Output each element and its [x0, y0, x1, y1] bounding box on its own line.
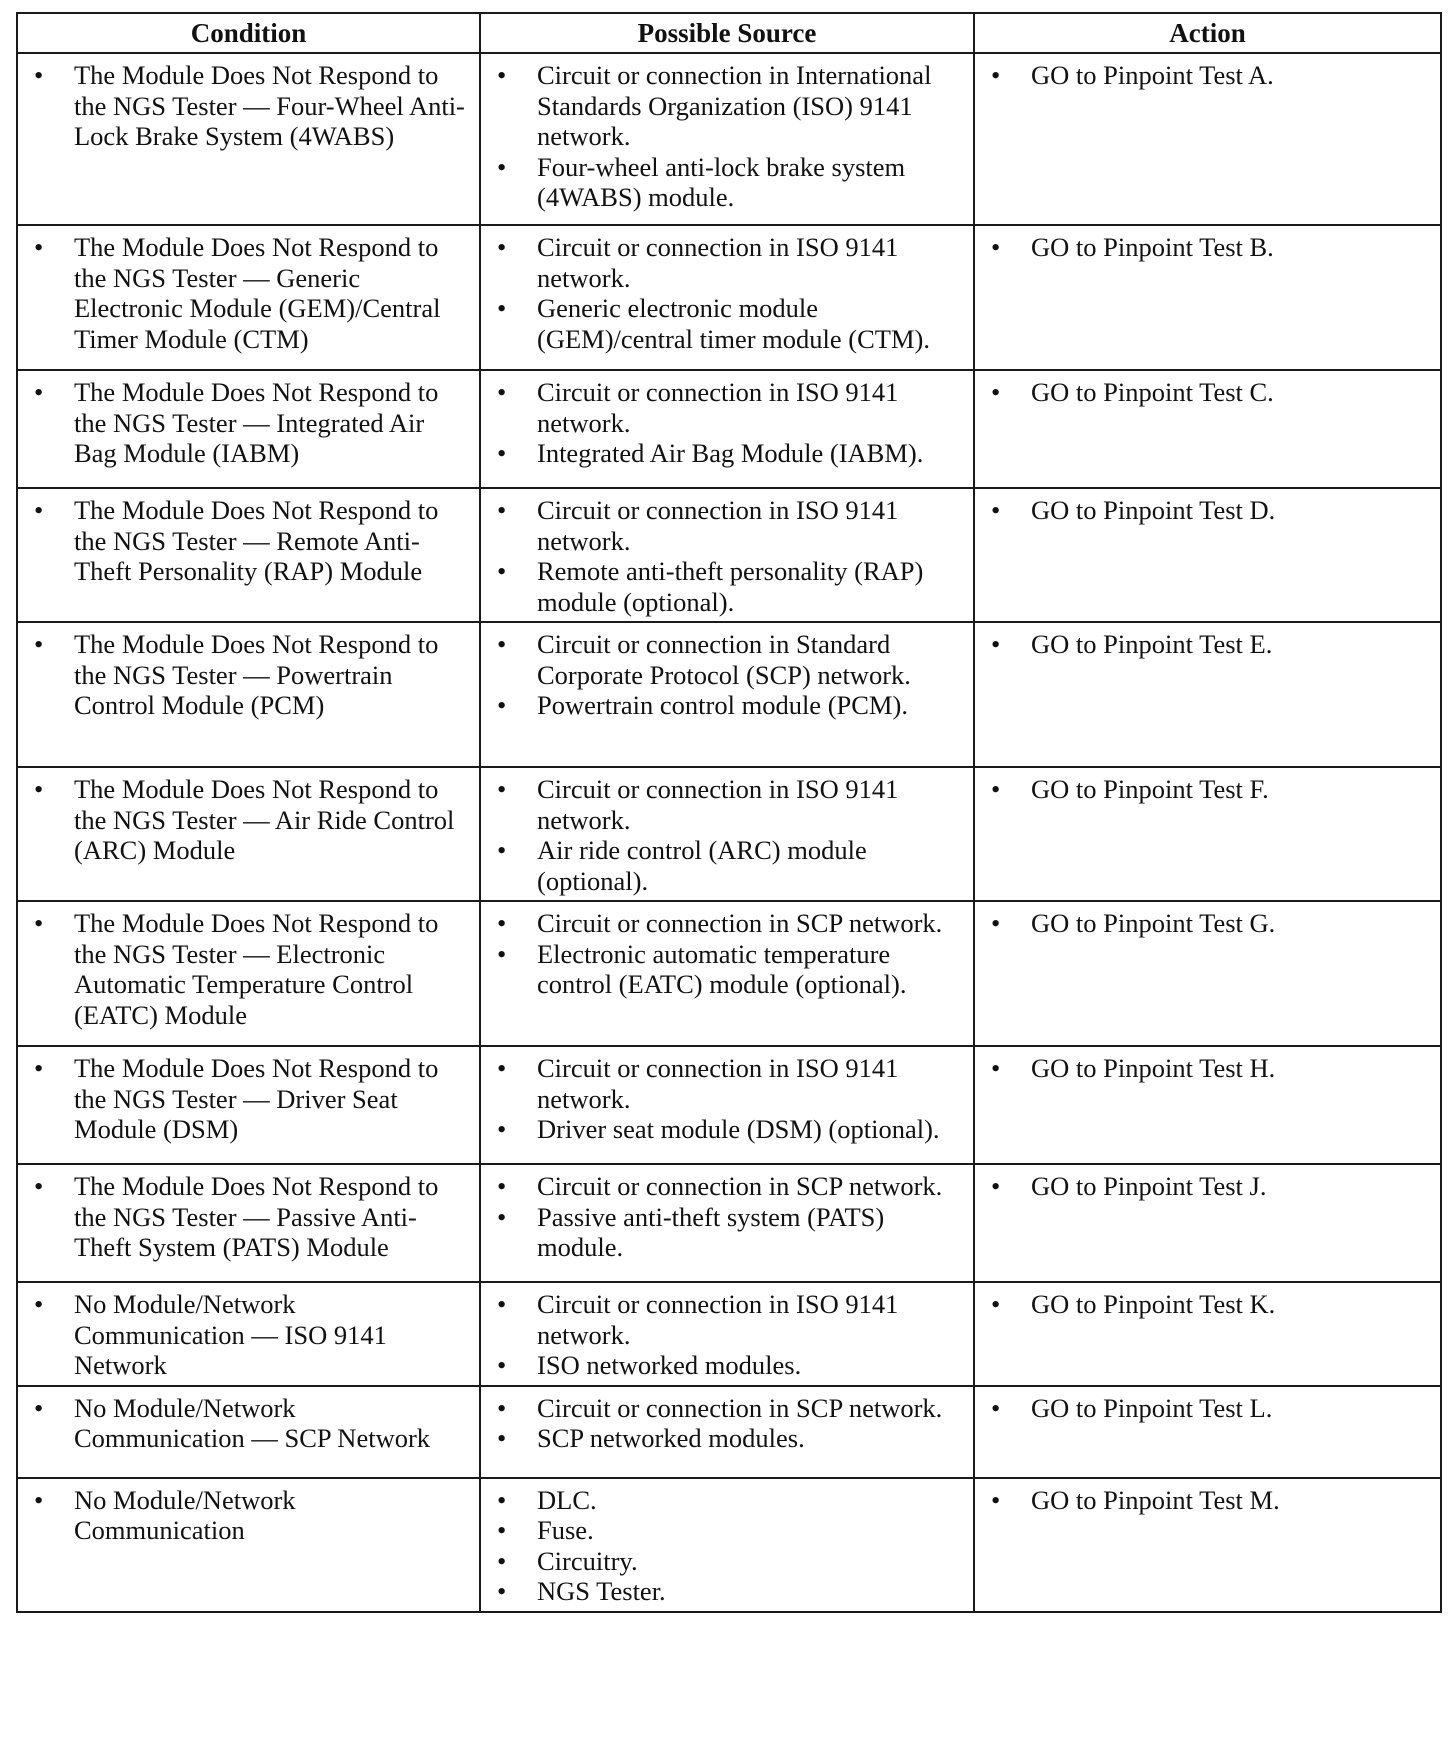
table-row [17, 53, 1441, 225]
action-list [979, 774, 1430, 805]
condition-cell [17, 53, 480, 225]
source-item: • Circuit or connection in SCP network. [485, 1393, 963, 1424]
action-text: • GO to Pinpoint Test J. [979, 1171, 1430, 1202]
condition-cell [17, 622, 480, 767]
condition-list [22, 629, 469, 721]
condition-text: • The Module Does Not Respond to the NGS Tester — Powertrain Control Module (PCM) [22, 629, 469, 721]
symptom-table [16, 12, 1442, 1613]
table-row [17, 1164, 1441, 1282]
table-row [17, 1478, 1441, 1612]
condition-text: • The Module Does Not Respond to the NGS Tester — Passive Anti-Theft System (PATS) Module [22, 1171, 469, 1263]
table-row [17, 1046, 1441, 1164]
condition-cell [17, 1386, 480, 1478]
possible-source-cell [480, 1164, 974, 1282]
action-text: • GO to Pinpoint Test E. [979, 629, 1430, 660]
action-cell [974, 901, 1441, 1046]
action-list [979, 908, 1430, 939]
table-row [17, 370, 1441, 488]
action-cell [974, 370, 1441, 488]
action-cell [974, 1164, 1441, 1282]
possible-source-cell [480, 1046, 974, 1164]
source-item: • Driver seat module (DSM) (optional). [485, 1114, 963, 1145]
source-item: • Circuit or connection in SCP network. [485, 1171, 963, 1202]
action-list [979, 60, 1430, 91]
header-condition: Condition [17, 13, 480, 53]
action-list [979, 377, 1430, 408]
source-item: • ISO networked modules. [485, 1350, 963, 1381]
source-item: • Circuit or connection in ISO 9141 network. [485, 377, 963, 438]
source-list [485, 377, 963, 469]
action-cell [974, 1046, 1441, 1164]
source-item: • Four-wheel anti-lock brake system (4WABS) module. [485, 152, 963, 213]
condition-cell [17, 1282, 480, 1386]
condition-text: • The Module Does Not Respond to the NGS Tester — Integrated Air Bag Module (IABM) [22, 377, 469, 469]
condition-list [22, 60, 469, 152]
table-row [17, 1386, 1441, 1478]
source-item: • Integrated Air Bag Module (IABM). [485, 438, 963, 469]
possible-source-cell [480, 622, 974, 767]
possible-source-cell [480, 1386, 974, 1478]
condition-list [22, 495, 469, 587]
source-list [485, 1485, 963, 1607]
header-action: Action [974, 13, 1441, 53]
action-text: • GO to Pinpoint Test L. [979, 1393, 1430, 1424]
source-item: • Circuit or connection in International Standards Organization (ISO) 9141 network. [485, 60, 963, 152]
action-list [979, 495, 1430, 526]
source-item: • NGS Tester. [485, 1576, 963, 1607]
table-row [17, 622, 1441, 767]
action-text: • GO to Pinpoint Test D. [979, 495, 1430, 526]
source-item: • DLC. [485, 1485, 963, 1516]
action-text: • GO to Pinpoint Test B. [979, 232, 1430, 263]
possible-source-cell [480, 1282, 974, 1386]
condition-cell [17, 1164, 480, 1282]
table-row [17, 488, 1441, 622]
source-item: • Passive anti-theft system (PATS) module. [485, 1202, 963, 1263]
source-item: • Circuit or connection in ISO 9141 network. [485, 495, 963, 556]
action-text: • GO to Pinpoint Test A. [979, 60, 1430, 91]
action-list [979, 1053, 1430, 1084]
possible-source-cell [480, 370, 974, 488]
table-body [17, 53, 1441, 1612]
condition-list [22, 1053, 469, 1145]
action-cell [974, 1478, 1441, 1612]
condition-list [22, 1289, 469, 1381]
action-cell [974, 1282, 1441, 1386]
source-list [485, 908, 963, 1000]
condition-cell [17, 901, 480, 1046]
source-list [485, 232, 963, 354]
source-list [485, 629, 963, 721]
source-item: • SCP networked modules. [485, 1423, 963, 1454]
condition-list [22, 908, 469, 1030]
possible-source-cell [480, 53, 974, 225]
symptom-chart [16, 12, 1440, 1613]
action-list [979, 1393, 1430, 1424]
action-text: • GO to Pinpoint Test K. [979, 1289, 1430, 1320]
source-list [485, 1171, 963, 1263]
action-cell [974, 53, 1441, 225]
header-possible-source: Possible Source [480, 13, 974, 53]
source-list [485, 774, 963, 896]
action-text: • GO to Pinpoint Test F. [979, 774, 1430, 805]
possible-source-cell [480, 1478, 974, 1612]
source-list [485, 1289, 963, 1381]
action-cell [974, 225, 1441, 370]
action-text: • GO to Pinpoint Test C. [979, 377, 1430, 408]
table-row [17, 1282, 1441, 1386]
condition-text: • The Module Does Not Respond to the NGS Tester — Remote Anti-Theft Personality (RAP) Module [22, 495, 469, 587]
source-item: • Circuitry. [485, 1546, 963, 1577]
source-item: • Powertrain control module (PCM). [485, 690, 963, 721]
condition-text: • No Module/Network Communication — ISO 9141 Network [22, 1289, 469, 1381]
header-row [17, 13, 1441, 53]
source-item: • Circuit or connection in ISO 9141 network. [485, 1053, 963, 1114]
source-list [485, 1393, 963, 1454]
action-text: • GO to Pinpoint Test H. [979, 1053, 1430, 1084]
condition-list [22, 1393, 469, 1454]
source-item: • Remote anti-theft personality (RAP) module (optional). [485, 556, 963, 617]
source-item: • Circuit or connection in SCP network. [485, 908, 963, 939]
source-item: • Circuit or connection in ISO 9141 network. [485, 232, 963, 293]
action-cell [974, 767, 1441, 901]
source-list [485, 1053, 963, 1145]
source-list [485, 60, 963, 213]
source-item: • Generic electronic module (GEM)/central timer module (CTM). [485, 293, 963, 354]
condition-text: • No Module/Network Communication [22, 1485, 469, 1546]
possible-source-cell [480, 901, 974, 1046]
condition-text: • The Module Does Not Respond to the NGS Tester — Driver Seat Module (DSM) [22, 1053, 469, 1145]
condition-text: • The Module Does Not Respond to the NGS Tester — Four-Wheel Anti-Lock Brake System (4WABS) [22, 60, 469, 152]
possible-source-cell [480, 767, 974, 901]
possible-source-cell [480, 225, 974, 370]
condition-list [22, 774, 469, 866]
condition-text: • The Module Does Not Respond to the NGS Tester — Electronic Automatic Temperature Control (EATC) Module [22, 908, 469, 1030]
action-cell [974, 488, 1441, 622]
condition-list [22, 1485, 469, 1546]
action-list [979, 232, 1430, 263]
table-row [17, 225, 1441, 370]
source-item: • Electronic automatic temperature control (EATC) module (optional). [485, 939, 963, 1000]
source-item: • Fuse. [485, 1515, 963, 1546]
source-item: • Circuit or connection in Standard Corporate Protocol (SCP) network. [485, 629, 963, 690]
table-row [17, 901, 1441, 1046]
condition-cell [17, 370, 480, 488]
condition-cell [17, 1478, 480, 1612]
condition-cell [17, 1046, 480, 1164]
source-item: • Circuit or connection in ISO 9141 network. [485, 774, 963, 835]
source-item: • Circuit or connection in ISO 9141 network. [485, 1289, 963, 1350]
table-row [17, 767, 1441, 901]
condition-cell [17, 225, 480, 370]
possible-source-cell [480, 488, 974, 622]
action-list [979, 1485, 1430, 1516]
action-cell [974, 622, 1441, 767]
condition-text: • The Module Does Not Respond to the NGS Tester — Generic Electronic Module (GEM)/Central Timer Module (CTM) [22, 232, 469, 354]
condition-list [22, 1171, 469, 1263]
condition-list [22, 232, 469, 354]
action-cell [974, 1386, 1441, 1478]
condition-text: • The Module Does Not Respond to the NGS Tester — Air Ride Control (ARC) Module [22, 774, 469, 866]
condition-list [22, 377, 469, 469]
action-list [979, 1289, 1430, 1320]
action-list [979, 629, 1430, 660]
action-text: • GO to Pinpoint Test G. [979, 908, 1430, 939]
action-list [979, 1171, 1430, 1202]
condition-cell [17, 767, 480, 901]
condition-cell [17, 488, 480, 622]
action-text: • GO to Pinpoint Test M. [979, 1485, 1430, 1516]
source-list [485, 495, 963, 617]
source-item: • Air ride control (ARC) module (optional). [485, 835, 963, 896]
condition-text: • No Module/Network Communication — SCP Network [22, 1393, 469, 1454]
